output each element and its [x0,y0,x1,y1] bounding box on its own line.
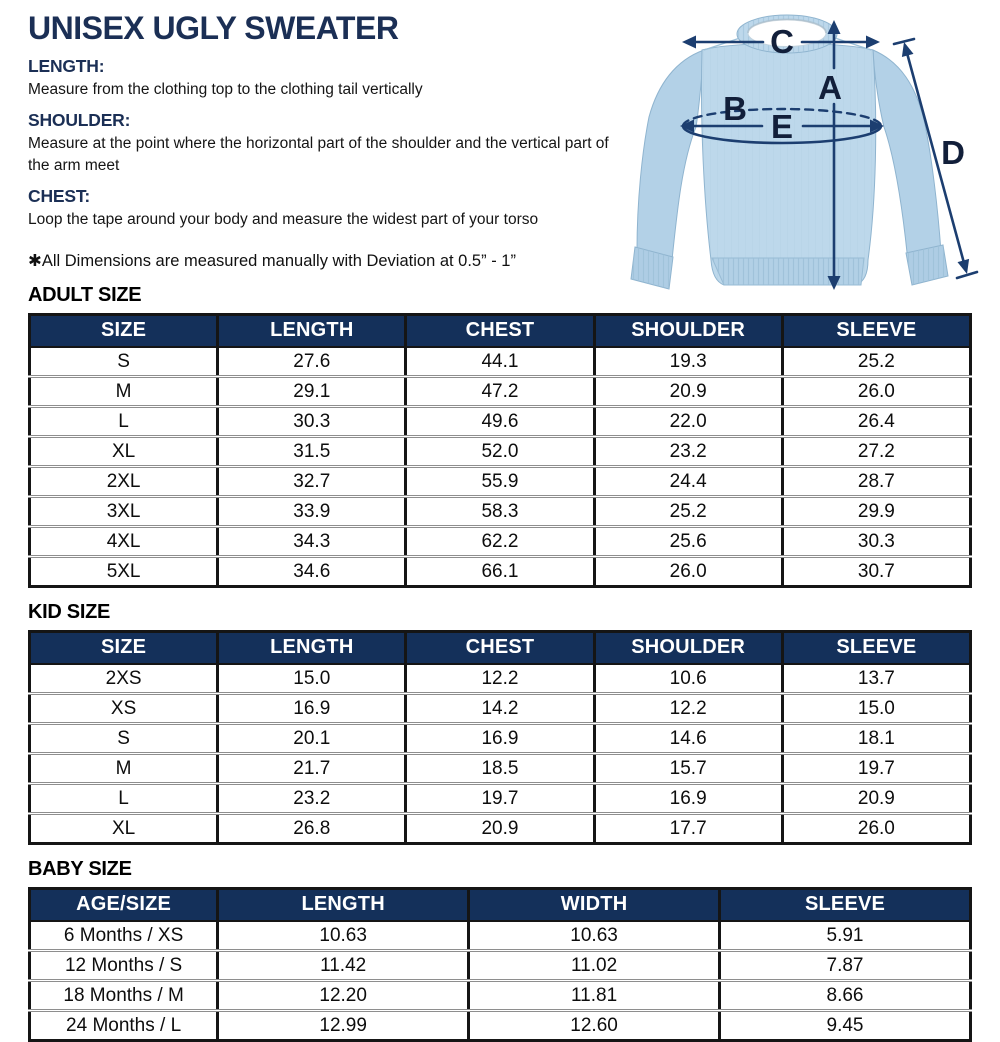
cell: 24 Months / L [30,1011,218,1041]
cell: 23.2 [218,784,406,814]
cell: 17.7 [594,814,782,844]
column-header: LENGTH [218,315,406,348]
cell: 3XL [30,497,218,527]
column-header: CHEST [406,632,594,665]
cell: 20.9 [406,814,594,844]
cell: L [30,784,218,814]
column-header: SLEEVE [782,315,970,348]
cell: 55.9 [406,467,594,497]
column-header: SLEEVE [720,889,971,922]
adult-size-heading: ADULT SIZE [28,284,142,306]
cell: 58.3 [406,497,594,527]
cell: 16.9 [218,694,406,724]
cell: 15.7 [594,754,782,784]
table-row [30,724,971,754]
instruction-chest-text: Loop the tape around your body and measure the widest part of your torso [28,211,539,228]
table-row [30,921,971,951]
cell: 10.63 [218,921,469,951]
cell: 26.0 [782,814,970,844]
cell: 16.9 [594,784,782,814]
table-row [30,497,971,527]
cell: 5XL [30,557,218,587]
cell: 33.9 [218,497,406,527]
sweater-body [701,38,875,285]
header-row [30,632,971,665]
instruction-length-text: Measure from the clothing top to the clothing tail vertically [28,81,423,98]
cell: 18 Months / M [30,981,218,1011]
cell: 19.7 [782,754,970,784]
cell: 11.81 [469,981,720,1011]
cell: 31.5 [218,437,406,467]
cell: 11.02 [469,951,720,981]
cell: S [30,724,218,754]
cell: 16.9 [406,724,594,754]
cell: 19.3 [594,347,782,377]
cell: 30.7 [782,557,970,587]
table-row [30,557,971,587]
column-header: SLEEVE [782,632,970,665]
cell: 49.6 [406,407,594,437]
cell: 11.42 [218,951,469,981]
cell: 26.0 [782,377,970,407]
table-row [30,377,971,407]
cell: 15.0 [782,694,970,724]
cell: XL [30,814,218,844]
column-header: AGE/SIZE [30,889,218,922]
cell: 27.6 [218,347,406,377]
baby-size-heading: BABY SIZE [28,858,132,880]
cell: 29.9 [782,497,970,527]
cell: 2XS [105,668,142,689]
header-row [30,889,971,922]
cell: 12 Months / S [30,951,218,981]
cell: 25.6 [594,527,782,557]
cell: 12.60 [469,1011,720,1041]
cell: 22.0 [594,407,782,437]
cell: 19.7 [406,784,594,814]
cell: 23.2 [594,437,782,467]
table-row [30,347,971,377]
column-header: LENGTH [218,889,469,922]
instruction-length-heading: LENGTH: [28,56,105,76]
cell: 20.1 [218,724,406,754]
header-row [30,315,971,348]
cell: 20.9 [594,377,782,407]
cell: 30.3 [782,527,970,557]
cell: M [30,377,218,407]
cell: 10.6 [594,664,782,694]
cell: 28.7 [782,467,970,497]
column-header: SHOULDER [594,315,782,348]
instruction-shoulder-heading: SHOULDER: [28,110,131,130]
cell: 5.91 [720,921,971,951]
cell: 14.2 [406,694,594,724]
cell: 15.0 [218,664,406,694]
cell: S [117,351,130,372]
table-row [30,527,971,557]
cell: 26.4 [782,407,970,437]
adult-size-table [28,313,972,588]
length-dim-label: A [818,69,842,106]
table-row [30,784,971,814]
cell: M [30,754,218,784]
sleeve-dim-label: D [941,134,965,171]
cell: 6 Months / XS [63,925,184,946]
column-header: CHEST [406,315,594,348]
column-header: WIDTH [469,889,720,922]
cell: 34.3 [218,527,406,557]
cell: 24.4 [594,467,782,497]
table-row [30,694,971,724]
cell: 27.2 [782,437,970,467]
cell: 25.2 [594,497,782,527]
sweater-left-sleeve [631,50,704,289]
cell: 12.2 [594,694,782,724]
table-row [30,664,971,694]
page-title: UNISEX UGLY SWEATER [28,10,399,46]
instruction-chest-heading: CHEST: [28,186,90,206]
baby-size-table [28,887,972,1042]
table-row [30,814,971,844]
sweater-measurement-diagram [616,2,998,296]
cell: 32.7 [218,467,406,497]
kid-size-heading: KID SIZE [28,601,111,623]
cell: 21.7 [218,754,406,784]
column-header: SHOULDER [594,632,782,665]
cell: 44.1 [406,347,594,377]
cell: 20.9 [782,784,970,814]
table-row [30,1011,971,1041]
column-header: SIZE [30,315,218,348]
cell: 14.6 [594,724,782,754]
cell: 34.6 [218,557,406,587]
table-row [30,981,971,1011]
cell: 26.0 [594,557,782,587]
cell: 25.2 [782,347,970,377]
cell: 66.1 [406,557,594,587]
table-row [30,437,971,467]
table-row [30,467,971,497]
chest-width-dim-label: E [770,108,794,145]
cell: 9.45 [720,1011,971,1041]
cell: 47.2 [406,377,594,407]
instruction-shoulder-text: Measure at the point where the horizontal part of the shoulder and the vertical part of the arm meet [28,135,609,174]
cell: 52.0 [406,437,594,467]
shoulder-dim-label: C [770,23,794,60]
deviation-note: ✱All Dimensions are measured manually with Deviation at 0.5” - 1” [28,252,516,270]
table-row [30,754,971,784]
cell: 26.8 [218,814,406,844]
table-row [30,951,971,981]
cell: XL [30,437,218,467]
cell: 18.1 [782,724,970,754]
cell: 12.2 [406,664,594,694]
cell: 7.87 [720,951,971,981]
cell: 12.99 [218,1011,469,1041]
column-header: SIZE [30,632,218,665]
kid-size-table [28,630,972,845]
cell: 4XL [30,527,218,557]
cell: 30.3 [218,407,406,437]
cell: L [30,407,218,437]
cell: 18.5 [406,754,594,784]
cell: 29.1 [218,377,406,407]
cell: 10.63 [469,921,720,951]
table-row [30,407,971,437]
column-header: LENGTH [218,632,406,665]
cell: 62.2 [406,527,594,557]
cell: 2XL [30,467,218,497]
cell: 8.66 [720,981,971,1011]
cell: 13.7 [782,664,970,694]
cell: XS [30,694,218,724]
chest-girth-dim-label: B [723,90,747,127]
cell: 12.20 [218,981,469,1011]
